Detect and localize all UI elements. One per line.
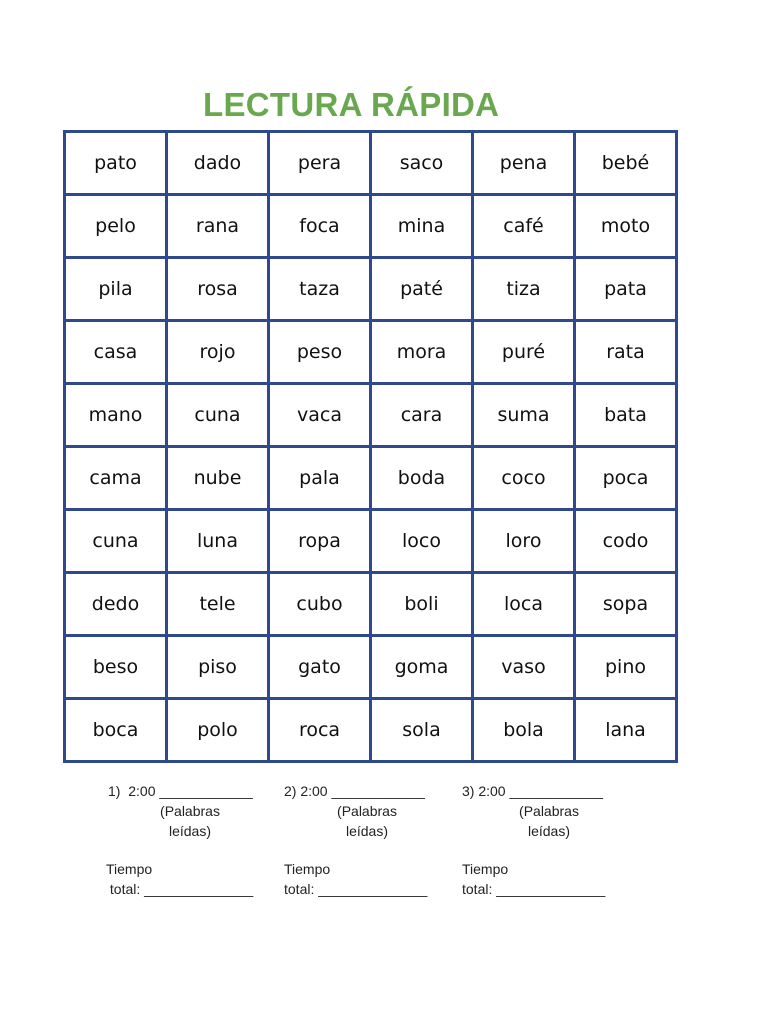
record-1 <box>108 781 253 841</box>
word-cell: casa <box>65 321 167 384</box>
grid-row <box>65 636 677 699</box>
total-time-3-line: total: ______________ <box>462 881 606 897</box>
word-cell: dado <box>167 132 269 195</box>
word-cell: loco <box>371 510 473 573</box>
record-3-sub1: (Palabras <box>519 803 579 819</box>
word-cell: rana <box>167 195 269 258</box>
word-grid <box>63 130 678 763</box>
grid-row <box>65 132 677 195</box>
word-cell: sola <box>371 699 473 762</box>
total-time-2 <box>284 859 427 899</box>
word-cell: saco <box>371 132 473 195</box>
total-time-2-label: Tiempo <box>284 861 331 877</box>
word-cell: pata <box>575 258 677 321</box>
total-time-1-label: Tiempo <box>106 861 153 877</box>
word-cell: cama <box>65 447 167 510</box>
grid-row <box>65 573 677 636</box>
word-cell: rata <box>575 321 677 384</box>
word-cell: cara <box>371 384 473 447</box>
record-3 <box>462 781 603 841</box>
word-cell: pena <box>473 132 575 195</box>
record-2-sub2: leídas) <box>345 823 389 839</box>
word-cell: suma <box>473 384 575 447</box>
word-cell: bebé <box>575 132 677 195</box>
word-cell: cuna <box>167 384 269 447</box>
record-1-sub1: (Palabras <box>160 803 220 819</box>
word-cell: pelo <box>65 195 167 258</box>
word-cell: cubo <box>269 573 371 636</box>
word-cell: tiza <box>473 258 575 321</box>
word-cell: nube <box>167 447 269 510</box>
record-2-sub1: (Palabras <box>337 803 397 819</box>
word-cell: pala <box>269 447 371 510</box>
word-cell: bata <box>575 384 677 447</box>
total-time-3 <box>462 859 605 899</box>
word-cell: codo <box>575 510 677 573</box>
word-cell: moto <box>575 195 677 258</box>
total-time-2-line: total: ______________ <box>284 881 428 897</box>
word-cell: loca <box>473 573 575 636</box>
grid-row <box>65 447 677 510</box>
word-cell: dedo <box>65 573 167 636</box>
word-cell: pera <box>269 132 371 195</box>
total-time-1-line: total: ______________ <box>106 881 254 897</box>
word-cell: coco <box>473 447 575 510</box>
word-cell: mina <box>371 195 473 258</box>
word-cell: piso <box>167 636 269 699</box>
word-cell: luna <box>167 510 269 573</box>
word-cell: rosa <box>167 258 269 321</box>
word-cell: sopa <box>575 573 677 636</box>
total-time-1 <box>106 859 253 899</box>
record-3-line: 3) 2:00 ____________ <box>462 783 603 799</box>
word-cell: poca <box>575 447 677 510</box>
word-cell: polo <box>167 699 269 762</box>
grid-row <box>65 321 677 384</box>
word-cell: boli <box>371 573 473 636</box>
word-cell: bola <box>473 699 575 762</box>
grid-row <box>65 384 677 447</box>
word-cell: roca <box>269 699 371 762</box>
grid-row <box>65 258 677 321</box>
word-cell: beso <box>65 636 167 699</box>
word-cell: boca <box>65 699 167 762</box>
word-cell: loro <box>473 510 575 573</box>
word-cell: goma <box>371 636 473 699</box>
word-cell: tele <box>167 573 269 636</box>
grid-row <box>65 699 677 762</box>
record-1-line: 1) 2:00 ____________ <box>108 783 253 799</box>
record-2-line: 2) 2:00 ____________ <box>284 783 425 799</box>
word-cell: paté <box>371 258 473 321</box>
word-cell: rojo <box>167 321 269 384</box>
word-cell: vaca <box>269 384 371 447</box>
page-title: LECTURA RÁPIDA <box>203 86 500 123</box>
word-cell: vaso <box>473 636 575 699</box>
record-3-sub2: leídas) <box>527 823 571 839</box>
word-cell: mano <box>65 384 167 447</box>
word-cell: gato <box>269 636 371 699</box>
word-cell: boda <box>371 447 473 510</box>
word-cell: mora <box>371 321 473 384</box>
word-cell: foca <box>269 195 371 258</box>
record-1-sub2: leídas) <box>168 823 212 839</box>
word-cell: pato <box>65 132 167 195</box>
word-cell: pila <box>65 258 167 321</box>
word-cell: taza <box>269 258 371 321</box>
record-2 <box>284 781 425 841</box>
word-cell: peso <box>269 321 371 384</box>
grid-row <box>65 510 677 573</box>
grid-row <box>65 195 677 258</box>
word-cell: puré <box>473 321 575 384</box>
word-cell: café <box>473 195 575 258</box>
word-cell: pino <box>575 636 677 699</box>
word-cell: cuna <box>65 510 167 573</box>
total-time-3-label: Tiempo <box>462 861 509 877</box>
word-cell: ropa <box>269 510 371 573</box>
word-cell: lana <box>575 699 677 762</box>
